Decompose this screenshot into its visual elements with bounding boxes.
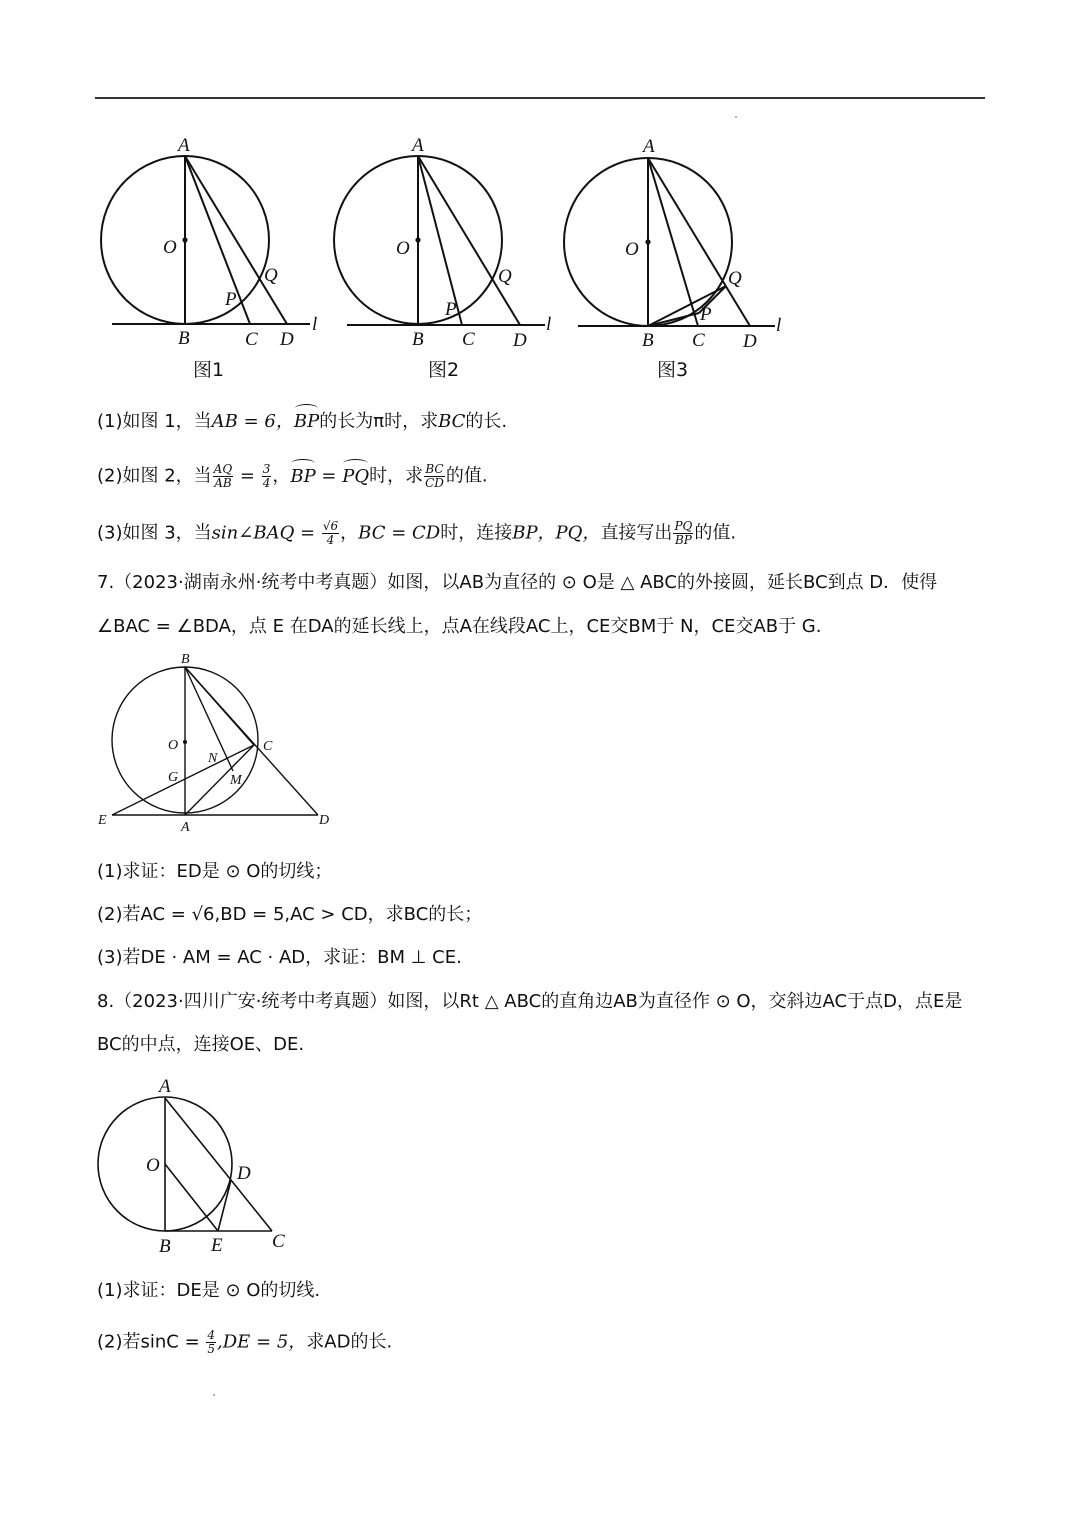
label-P: P (700, 304, 712, 325)
label-A: A (159, 1076, 171, 1097)
label-C: C (245, 329, 258, 350)
label-C: C (263, 739, 273, 754)
label-N: N (208, 751, 218, 766)
label-O: O (146, 1155, 160, 1176)
label-B: B (642, 330, 654, 351)
fraction: $\frac{√6}{4}$ (322, 519, 339, 547)
caption-fig1: 图1 (193, 359, 225, 381)
label-M: M (230, 773, 242, 788)
figure-2 (330, 130, 570, 355)
label-B: B (159, 1236, 171, 1257)
label-Q: Q (498, 266, 512, 287)
label-B: B (412, 329, 424, 350)
label-D: D (280, 329, 294, 350)
label-A: A (181, 820, 190, 835)
q7-part3: (3)若DE · AM = AC · AD，求证：BM ⊥ CE. (97, 947, 462, 968)
label-l: l (312, 314, 318, 335)
label-Q: Q (728, 268, 742, 289)
arc-bp: BP (294, 409, 319, 435)
label-P: P (225, 289, 237, 310)
caption-fig2: 图2 (428, 359, 460, 381)
q8-part1: (1)求证：DE是 ⊙ O的切线. (97, 1280, 321, 1301)
caption-fig3: 图3 (657, 359, 689, 381)
label-O: O (168, 738, 179, 753)
label-D: D (743, 331, 757, 352)
figure-1 (90, 130, 330, 355)
label-G: G (168, 770, 179, 785)
q8-part2: (2)若sinC = $\frac{4}{5}$ ,DE = 5，求AD的长. (97, 1328, 393, 1356)
q8-stem-line1: 8.（2023·四川广安·统考中考真题）如图，以Rt △ ABC的直角边AB为直径作 ⊙ O，交斜边AC于点D，点E是 (97, 991, 963, 1012)
label-C: C (272, 1231, 285, 1252)
speck (213, 1394, 215, 1396)
label-P: P (445, 299, 457, 320)
figure-q8 (90, 1070, 310, 1260)
label-D: D (513, 330, 527, 351)
speck (735, 116, 737, 118)
figure-q7 (90, 650, 340, 835)
label-O: O (625, 239, 639, 260)
q8-stem-line2: BC的中点，连接OE、DE. (97, 1034, 305, 1055)
q7-stem-line1: 7.（2023·湖南永州·统考中考真题）如图，以AB为直径的 ⊙ O是 △ ABC的外接圆，延长BC到点 D．使得 (97, 572, 938, 593)
label-Q: Q (264, 265, 278, 286)
label-l: l (546, 314, 552, 335)
label-B: B (181, 652, 190, 667)
q7-part1: (1)求证：ED是 ⊙ O的切线； (97, 861, 333, 882)
label-O: O (163, 237, 177, 258)
q6-part2: (2)如图 2，当 $\frac{AQ}{AB}$ = $\frac{3}{4}$ ，BP = PQ时，求 $\frac{BC}{CD}$ 的值. (97, 462, 488, 490)
q6-part3: (3)如图 3，当sin∠BAQ = $\frac{√6}{4}$ ，BC = CD时，连接BP，PQ，直接写出 $\frac{PQ}{BP}$ 的值. (97, 519, 737, 547)
label-O: O (396, 238, 410, 259)
q7-part2: (2)若AC = √6,BD = 5,AC > CD，求BC的长； (97, 904, 483, 925)
label-D: D (237, 1163, 251, 1184)
label-E: E (98, 813, 107, 828)
q7-stem-line2: ∠BAC = ∠BDA，点 E 在DA的延长线上，点A在线段AC上，CE交BM于 N，CE交AB于 G. (97, 616, 822, 637)
header-rule (95, 97, 985, 99)
label-A: A (178, 135, 190, 156)
fraction: $\frac{4}{5}$ (207, 1328, 216, 1356)
fraction: $\frac{BC}{CD}$ (425, 462, 444, 490)
label-E: E (211, 1235, 223, 1256)
fraction: $\frac{3}{4}$ (262, 462, 271, 490)
figure-3 (560, 130, 800, 355)
label-D: D (319, 813, 330, 828)
fraction: $\frac{PQ}{BP}$ (674, 519, 693, 547)
label-C: C (692, 330, 705, 351)
label-l: l (776, 315, 782, 336)
label-C: C (462, 329, 475, 350)
label-B: B (178, 328, 190, 349)
label-A: A (643, 136, 655, 157)
label-A: A (412, 135, 424, 156)
fraction: $\frac{AQ}{AB}$ (213, 462, 233, 490)
q6-part1: (1)如图 1，当AB = 6，BP的长为π时，求BC的长. (97, 409, 507, 435)
